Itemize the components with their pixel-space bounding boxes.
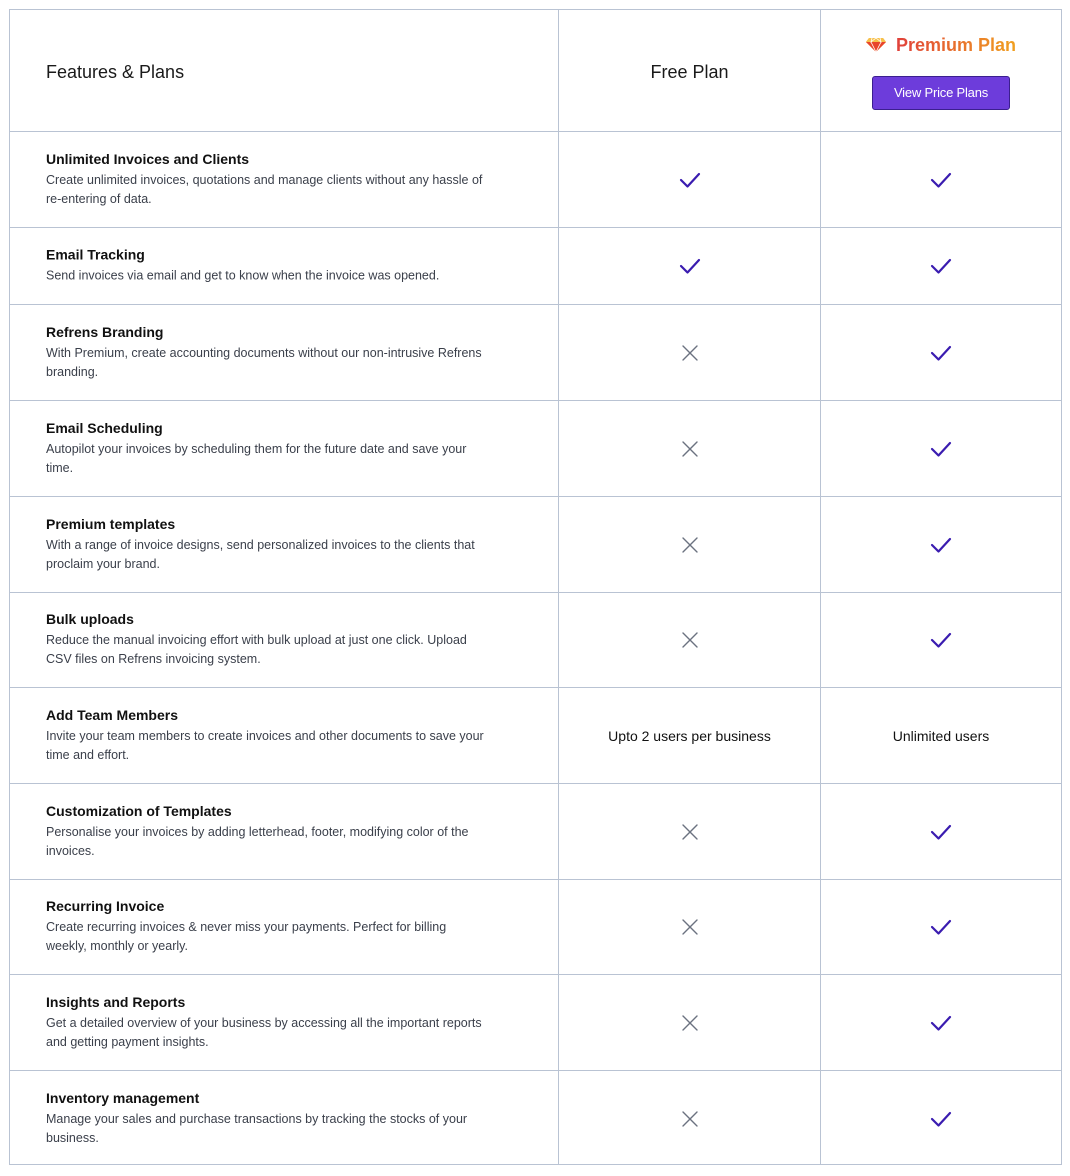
feature-description: Invite your team members to create invoices and other documents to save your time and effort. [46, 728, 484, 762]
check-icon [679, 169, 701, 191]
feature-info [46, 516, 486, 574]
premium-plan-cell [821, 593, 1061, 687]
feature-title: Premium templates [46, 515, 176, 532]
table-header [10, 10, 1061, 132]
features-plans-heading: Features & Plans [46, 62, 185, 82]
feature-title: Inventory management [46, 1090, 200, 1106]
feature-info [46, 1090, 486, 1148]
feature-row [10, 880, 1061, 975]
feature-description: With a range of invoice designs, send personalized invoices to the clients that proclaim your brand. [46, 537, 475, 571]
cross-icon [679, 1108, 701, 1130]
free-plan-cell [559, 1071, 820, 1167]
feature-row [10, 228, 1061, 305]
feature-description: Send invoices via email and get to know when the invoice was opened. [46, 268, 440, 283]
free-plan-cell [559, 880, 820, 974]
feature-description: Create recurring invoices & never miss your payments. Perfect for billing weekly, monthly or yearly. [46, 920, 447, 953]
feature-title: Email Tracking [46, 246, 145, 263]
free-plan-cell [559, 401, 820, 496]
feature-description: Autopilot your invoices by scheduling them for the future date and save your time. [46, 441, 467, 475]
check-icon [930, 169, 952, 191]
feature-info [46, 611, 486, 669]
free-plan-cell [559, 305, 820, 400]
feature-info [46, 247, 486, 286]
cross-icon [679, 438, 701, 460]
free-plan-cell [559, 132, 820, 227]
check-icon [930, 821, 952, 843]
feature-row [10, 1071, 1061, 1167]
free-plan-heading: Free Plan [650, 62, 729, 82]
check-icon [930, 342, 952, 364]
feature-row [10, 497, 1061, 593]
check-icon [930, 438, 952, 460]
check-icon [930, 1108, 952, 1130]
feature-description: With Premium, create accounting documents without our non-intrusive Refrens branding. [46, 345, 482, 379]
feature-title: Unlimited Invoices and Clients [46, 150, 250, 167]
view-price-plans-button[interactable]: View Price Plans [872, 76, 1010, 110]
gem-icon [866, 37, 886, 53]
feature-rows [10, 132, 1061, 1167]
feature-description: Get a detailed overview of your business by accessing all the important reports and getting payment insights. [46, 1015, 482, 1049]
feature-description: Reduce the manual invoicing effort with bulk upload at just one click. Upload CSV files on Refrens invoicing system. [46, 633, 467, 666]
check-icon [679, 255, 701, 277]
feature-info [46, 151, 486, 209]
free-plan-cell [559, 784, 820, 879]
premium-plan-cell [821, 228, 1061, 304]
premium-plan-heading: Premium Plan [895, 34, 1017, 55]
feature-description: Personalise your invoices by adding letterhead, footer, modifying color of the invoices. [46, 824, 469, 858]
free-plan-cell [559, 497, 820, 592]
feature-info [46, 898, 486, 956]
feature-row [10, 401, 1061, 497]
feature-title: Bulk uploads [46, 611, 134, 627]
feature-title: Customization of Templates [46, 802, 232, 819]
cross-icon [679, 821, 701, 843]
free-plan-value: Upto 2 users per business [608, 727, 771, 744]
premium-plan-cell [821, 132, 1061, 227]
check-icon [930, 629, 952, 651]
premium-plan-cell [821, 688, 1061, 783]
feature-row [10, 784, 1061, 880]
feature-description: Manage your sales and purchase transactions by tracking the stocks of your business. [46, 1112, 468, 1145]
cross-icon [679, 629, 701, 651]
feature-title: Insights and Reports [46, 993, 186, 1010]
check-icon [930, 1012, 952, 1034]
cross-icon [679, 916, 701, 938]
feature-info [46, 707, 486, 765]
check-icon [930, 255, 952, 277]
feature-info [46, 420, 486, 478]
feature-title: Recurring Invoice [46, 898, 165, 914]
premium-title-row [821, 34, 1061, 56]
cross-icon [679, 342, 701, 364]
premium-plan-cell [821, 975, 1061, 1070]
feature-info [46, 324, 486, 382]
feature-description: Create unlimited invoices, quotations and manage clients without any hassle of re-entering of data. [46, 172, 483, 206]
free-plan-cell [559, 228, 820, 304]
free-plan-cell [559, 593, 820, 687]
check-icon [930, 534, 952, 556]
feature-row [10, 132, 1061, 228]
plans-comparison-table [9, 9, 1062, 1165]
premium-plan-cell [821, 784, 1061, 879]
feature-title: Refrens Branding [46, 323, 164, 340]
free-plan-cell [559, 975, 820, 1070]
check-icon [930, 916, 952, 938]
premium-plan-cell [821, 880, 1061, 974]
feature-row [10, 975, 1061, 1071]
premium-plan-value: Unlimited users [892, 727, 990, 744]
premium-plan-cell [821, 1071, 1061, 1167]
premium-plan-cell [821, 401, 1061, 496]
cross-icon [679, 1012, 701, 1034]
premium-plan-cell [821, 497, 1061, 592]
feature-row [10, 688, 1061, 784]
premium-plan-cell [821, 305, 1061, 400]
feature-row [10, 593, 1061, 688]
feature-info [46, 994, 486, 1052]
cross-icon [679, 534, 701, 556]
premium-plan-header [821, 34, 1061, 110]
free-plan-cell [559, 688, 820, 783]
feature-row [10, 305, 1061, 401]
feature-title: Add Team Members [46, 706, 178, 723]
feature-title: Email Scheduling [46, 419, 163, 436]
feature-info [46, 803, 486, 861]
